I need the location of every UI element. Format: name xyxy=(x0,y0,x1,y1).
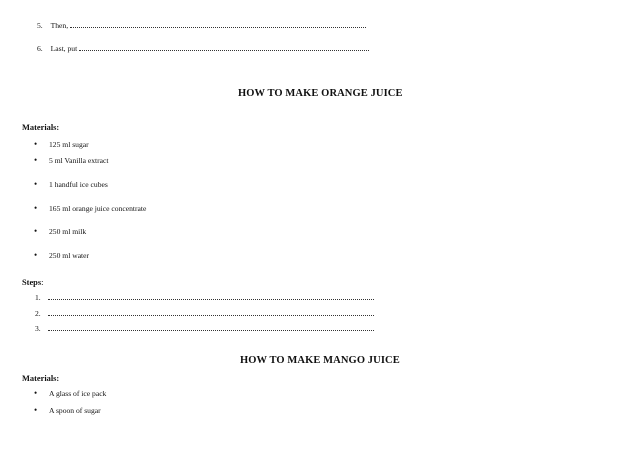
steps-label-colon: : xyxy=(41,278,44,287)
bullet-icon: • xyxy=(34,250,38,260)
step-6-line xyxy=(37,44,369,53)
bullet-icon: • xyxy=(34,139,38,149)
blank-line xyxy=(48,324,374,331)
material-text: 125 ml sugar xyxy=(49,140,89,149)
material-text: 250 ml water xyxy=(49,251,90,260)
mango-materials-label: Materials: xyxy=(22,374,60,383)
list-item xyxy=(34,139,89,149)
step-5-line xyxy=(37,21,366,30)
bullet-icon: • xyxy=(34,388,38,398)
step-number: 1. xyxy=(35,293,41,302)
steps-label-text: Steps xyxy=(22,278,42,287)
step-blank-line xyxy=(35,293,374,302)
list-item xyxy=(34,250,90,260)
list-item xyxy=(34,203,147,213)
material-text: 250 ml milk xyxy=(49,227,87,236)
list-item xyxy=(34,388,107,398)
bullet-icon: • xyxy=(34,405,38,415)
list-item xyxy=(34,405,101,415)
list-item xyxy=(34,179,108,189)
material-text: A spoon of sugar xyxy=(49,406,101,415)
bullet-icon: • xyxy=(34,179,38,189)
material-text: 5 ml Vanilla extract xyxy=(49,156,109,165)
mango-juice-title: HOW TO MAKE MANGO JUICE xyxy=(240,355,400,366)
list-item xyxy=(34,155,109,165)
blank-line xyxy=(70,21,366,28)
bullet-icon: • xyxy=(34,203,38,213)
orange-juice-title: HOW TO MAKE ORANGE JUICE xyxy=(238,88,403,99)
step-number: 6. xyxy=(37,44,43,53)
step-text: Last, put xyxy=(50,44,78,53)
step-number: 3. xyxy=(35,324,41,333)
bullet-icon: • xyxy=(34,155,38,165)
step-blank-line xyxy=(35,324,374,333)
step-number: 5. xyxy=(37,21,43,30)
step-number: 2. xyxy=(35,309,41,318)
blank-line xyxy=(79,44,369,51)
blank-line xyxy=(48,293,374,300)
orange-steps-label xyxy=(22,278,43,287)
blank-line xyxy=(48,309,374,316)
material-text: A glass of ice pack xyxy=(49,389,107,398)
list-item xyxy=(34,226,87,236)
step-text: Then, xyxy=(50,21,69,30)
orange-materials-label: Materials: xyxy=(22,123,60,132)
bullet-icon: • xyxy=(34,226,38,236)
step-blank-line xyxy=(35,309,374,318)
material-text: 165 ml orange juice concentrate xyxy=(49,204,147,213)
material-text: 1 handful ice cubes xyxy=(49,180,108,189)
